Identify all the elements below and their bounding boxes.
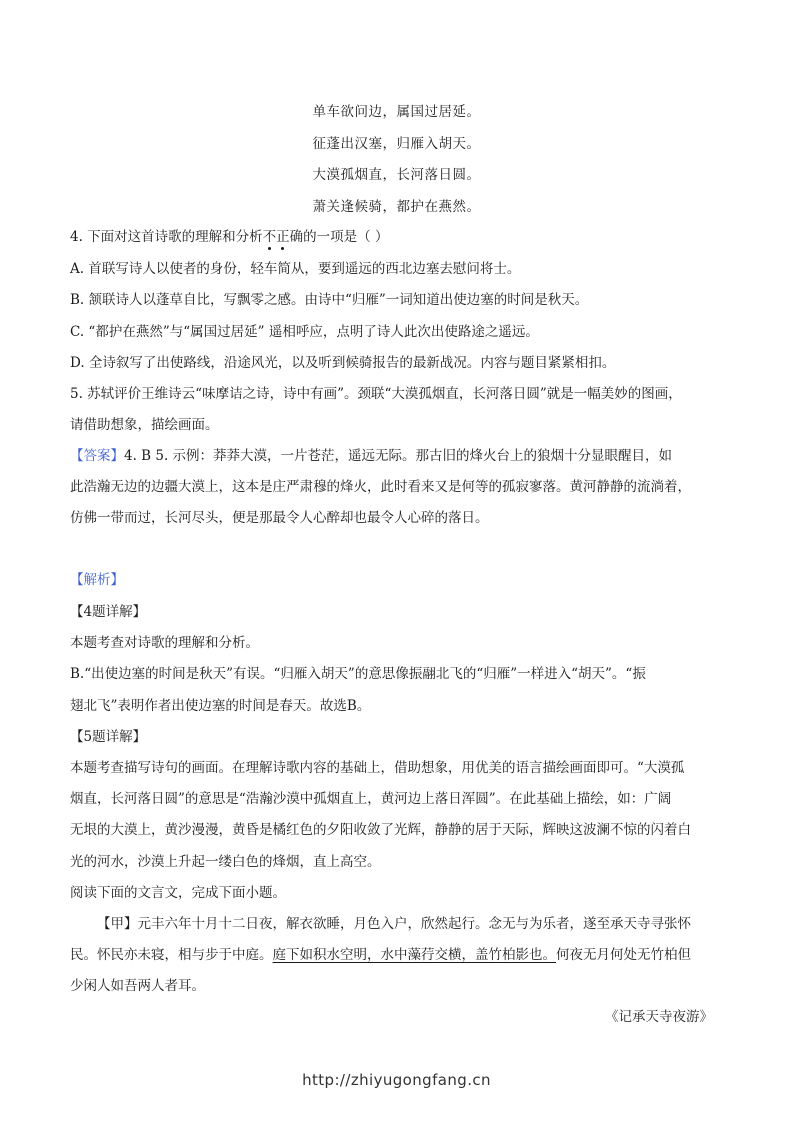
question-4 (70, 228, 388, 246)
question-4-tail: 确的一项是（ ） (289, 229, 389, 245)
footer-url[interactable]: http://zhiyugongfang.cn (302, 1071, 491, 1089)
q5-detail-line-1: 本题考查描写诗句的画面。在理解诗歌内容的基础上，借助想象，用优美的语言描绘画面即可。“大漠孤 (70, 760, 685, 776)
passage-line-2 (70, 946, 691, 964)
q4-detail-line-1: 本题考查对诗歌的理解和分析。 (70, 635, 259, 651)
answer-line-2: 此浩瀚无边的边疆大漠上，这本是庄严肃穆的烽火，此时看来又是何等的孤寂寥落。黄河静静的流淌着， (70, 479, 691, 495)
answer-text: 4. B 5. 示例：莽莽大漠，一片苍茫，遥远无际。那古旧的烽火台上的狼烟十分显眼醒目，如 (124, 448, 673, 464)
answer-line-1 (70, 447, 672, 465)
passage-text: 民。怀民亦未寝，相与步于中庭。 (70, 947, 273, 963)
reading-intro: 阅读下面的文言文，完成下面小题。 (70, 885, 286, 901)
question-5-line-1: 5. 苏轼评价王维诗云“味摩诘之诗，诗中有画”。颈联“大漠孤烟直，长河落日圆”就是一幅美妙的图画， (70, 386, 682, 402)
option-b: B. 颔联诗人以蓬草自比，写飘零之感。由诗中“归雁”一词知道出使边塞的时间是秋天。 (70, 292, 589, 308)
poem-line-1: 单车欲问边，属国过居延。 (312, 104, 481, 120)
emphasis-char-2: 正 (276, 229, 290, 245)
question-4-stem: 4. 下面对这首诗歌的理解和分析 (70, 229, 263, 245)
q5-detail-line-4: 光的河水，沙漠上升起一缕白色的烽烟，直上高空。 (70, 854, 381, 870)
question-5-line-2: 请借助想象，描绘画面。 (70, 417, 219, 433)
emphasis-char-1: 不 (262, 229, 277, 245)
passage-line-1: 【甲】元丰六年十月十二日夜，解衣欲睡，月色入户，欣然起行。念无与为乐者，遂至承天寺寻张怀 (97, 916, 691, 932)
q4-detail-line-2: B.“出使边塞的时间是秋天”有误。“归雁入胡天”的意思像振翮北飞的“归雁”一样进入“胡天”。“振 (70, 666, 646, 682)
q5-detail-line-2: 烟直，长河落日圆”的意思是“浩瀚沙漠中孤烟直上，黄河边上落日浑圆”。在此基础上描绘，如：广阔 (70, 791, 672, 807)
passage-line-3: 少闲人如吾两人者耳。 (70, 978, 205, 994)
answer-line-3: 仿佛一带而过，长河尽头，便是那最令人心醉却也最令人心碎的落日。 (70, 510, 489, 526)
passage-text: 何夜无月何处无竹柏但 (556, 947, 691, 963)
q4-detail-heading: 【4题详解】 (70, 604, 147, 620)
q5-detail-line-3: 无垠的大漠上，黄沙漫漫，黄昏是橘红色的夕阳收敛了光辉，静静的居于天际，辉映这波澜不惊的闪着白 (70, 822, 691, 838)
poem-line-3: 大漠孤烟直，长河落日圆。 (312, 167, 481, 183)
q4-detail-line-3: 翅北飞”表明作者出使边塞的时间是春天。故选B。 (70, 698, 371, 714)
q5-detail-heading: 【5题详解】 (70, 729, 147, 745)
option-a: A. 首联写诗人以使者的身份，轻车简从，要到遥远的西北边塞去慰问将士。 (70, 261, 521, 277)
answer-tag: 【答案】 (70, 448, 124, 464)
poem-line-2: 征蓬出汉塞，归雁入胡天。 (312, 136, 481, 152)
analysis-tag: 【解析】 (70, 572, 124, 588)
passage-source: 《记承天寺夜游》 (605, 1009, 713, 1025)
poem-line-4: 萧关逢候骑，都护在燕然。 (312, 199, 481, 215)
underlined-sentence: 庭下如积水空明，水中藻荇交横，盖竹柏影也。 (272, 947, 556, 963)
option-d: D. 全诗叙写了出使路线，沿途风光，以及听到候骑报告的最新战况。内容与题目紧紧相扣。 (70, 355, 616, 371)
option-c: C. “都护在燕然”与“属国过居延” 遥相呼应，点明了诗人此次出使路途之遥远。 (70, 324, 539, 340)
